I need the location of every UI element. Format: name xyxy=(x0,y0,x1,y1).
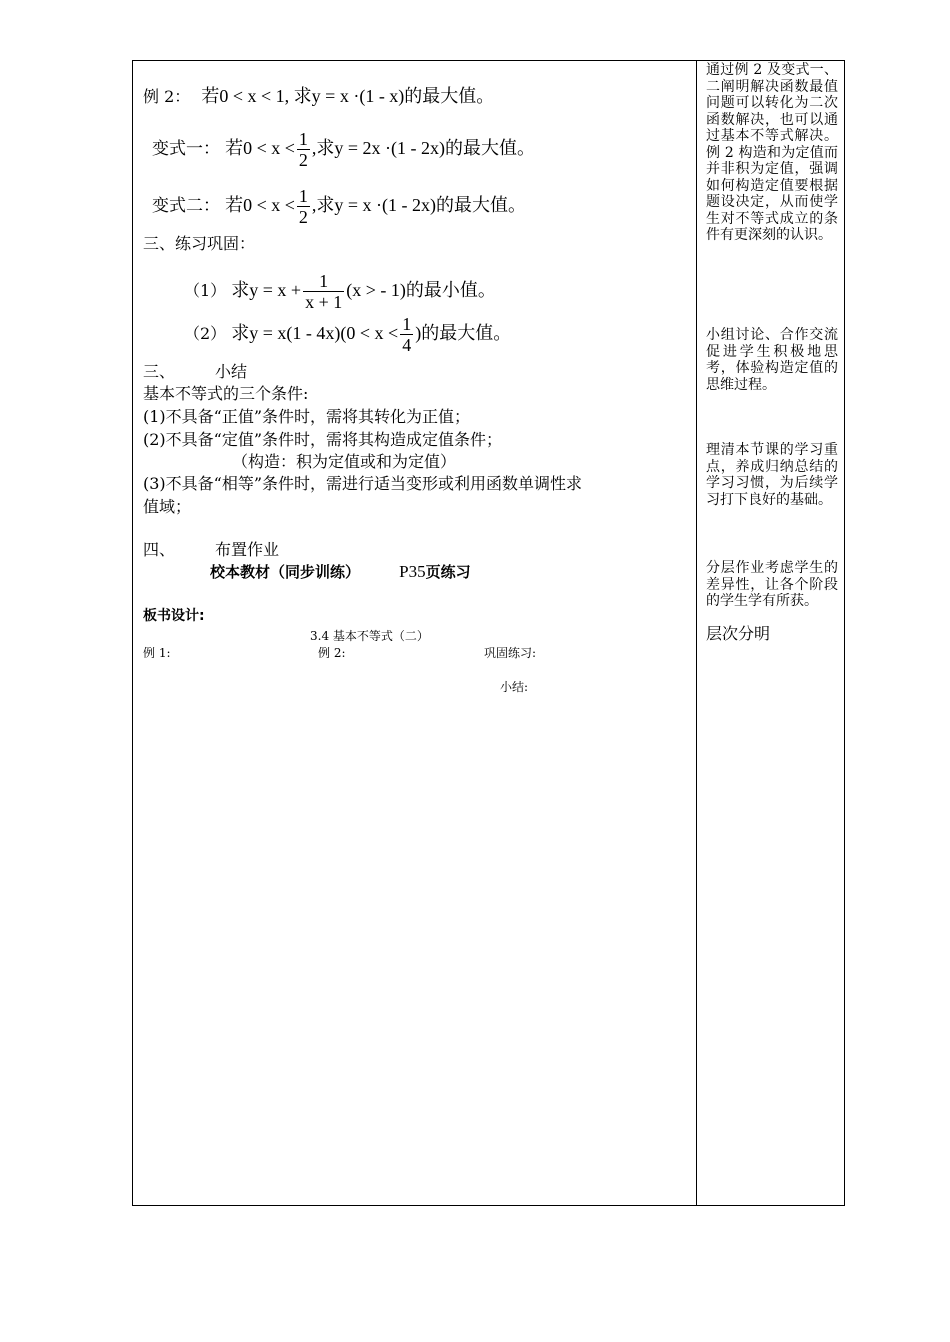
condition-3-line1: (3)不具备“相等”条件时，需进行适当变形或利用函数单调性求 xyxy=(143,474,583,493)
side-note-levels: 层次分明 xyxy=(706,624,771,643)
condition-1: (1)不具备“正值”条件时，需将其转化为正值； xyxy=(143,407,471,426)
practice-heading: 三、练习巩固： xyxy=(143,234,256,253)
board-example-1: 例 1: xyxy=(143,646,171,660)
board-heading: 板书设计: xyxy=(143,608,205,624)
example-2 xyxy=(143,86,494,107)
homework-page: P35 xyxy=(399,562,426,581)
variant-1-label: 变式一： xyxy=(152,139,220,159)
side-note-discussion: 小组讨论、合作交流促进学生积极地思考，体验构造定值的思维过程。 xyxy=(706,327,838,393)
practice-1-expression: 求y = x + $\frac{1}{x + 1}$ (x > - 1)的最小值。 xyxy=(231,271,496,313)
side-note-homework: 分层作业考虑学生的差异性，让各个阶段的学生学有所获。 xyxy=(706,560,838,609)
practice-2-expression: 求y = x(1 - 4x)(0 < x < $\frac{1}{4}$ )的最大值。 xyxy=(231,314,512,356)
practice-2-label: （2） xyxy=(184,324,227,343)
condition-2-note: （构造：积为定值或和为定值） xyxy=(232,452,457,471)
homework-detail xyxy=(210,562,471,582)
homework-book: 校本教材（同步训练） xyxy=(210,563,361,581)
practice-1 xyxy=(184,270,496,312)
example-2-expression: 若0 < x < 1, 求y = x ·(1 - x)的最大值。 xyxy=(201,86,495,106)
example-2-label: 例 2： xyxy=(143,87,191,106)
variant-1 xyxy=(152,128,535,170)
board-summary: 小结: xyxy=(500,680,529,694)
board-practice: 巩固练习: xyxy=(484,646,537,660)
side-note-summary: 理清本节课的学习重点，养成归纳总结的学习习惯，为后续学习打下良好的基础。 xyxy=(706,442,838,508)
variant-1-expression: 若0 < x < $\frac{1}{2}$ ,求y = 2x ·(1 - 2x)的最大值。 xyxy=(225,129,536,171)
summary-intro: 基本不等式的三个条件: xyxy=(143,384,309,403)
variant-2-expression: 若0 < x < $\frac{1}{2}$ ,求y = x ·(1 - 2x)的最大值。 xyxy=(225,186,527,228)
column-divider xyxy=(696,60,697,1206)
summary-heading: 三、 小结 xyxy=(143,362,248,381)
condition-2: (2)不具备“定值”条件时，需将其构造成定值条件； xyxy=(143,430,503,449)
variant-2-label: 变式二： xyxy=(152,196,220,216)
condition-3-line2: 值域； xyxy=(143,497,192,516)
variant-2 xyxy=(152,185,526,227)
side-note-examples: 通过例 2 及变式一、二阐明解决函数最值问题可以转化为二次函数解决，也可以通过基本不等式解决。例 2 构造和为定值而并非积为定值，强调如何构造定值要根据题设决定，从而使学生对不等式成立的条件有更深刻的认识。 xyxy=(706,62,838,243)
board-title: 3.4 基本不等式（二） xyxy=(310,629,429,643)
homework-heading: 四、 布置作业 xyxy=(143,540,280,559)
practice-2 xyxy=(184,313,511,355)
practice-1-label: （1） xyxy=(184,281,227,300)
board-example-2: 例 2: xyxy=(318,646,346,660)
homework-tail: 页练习 xyxy=(425,563,471,581)
